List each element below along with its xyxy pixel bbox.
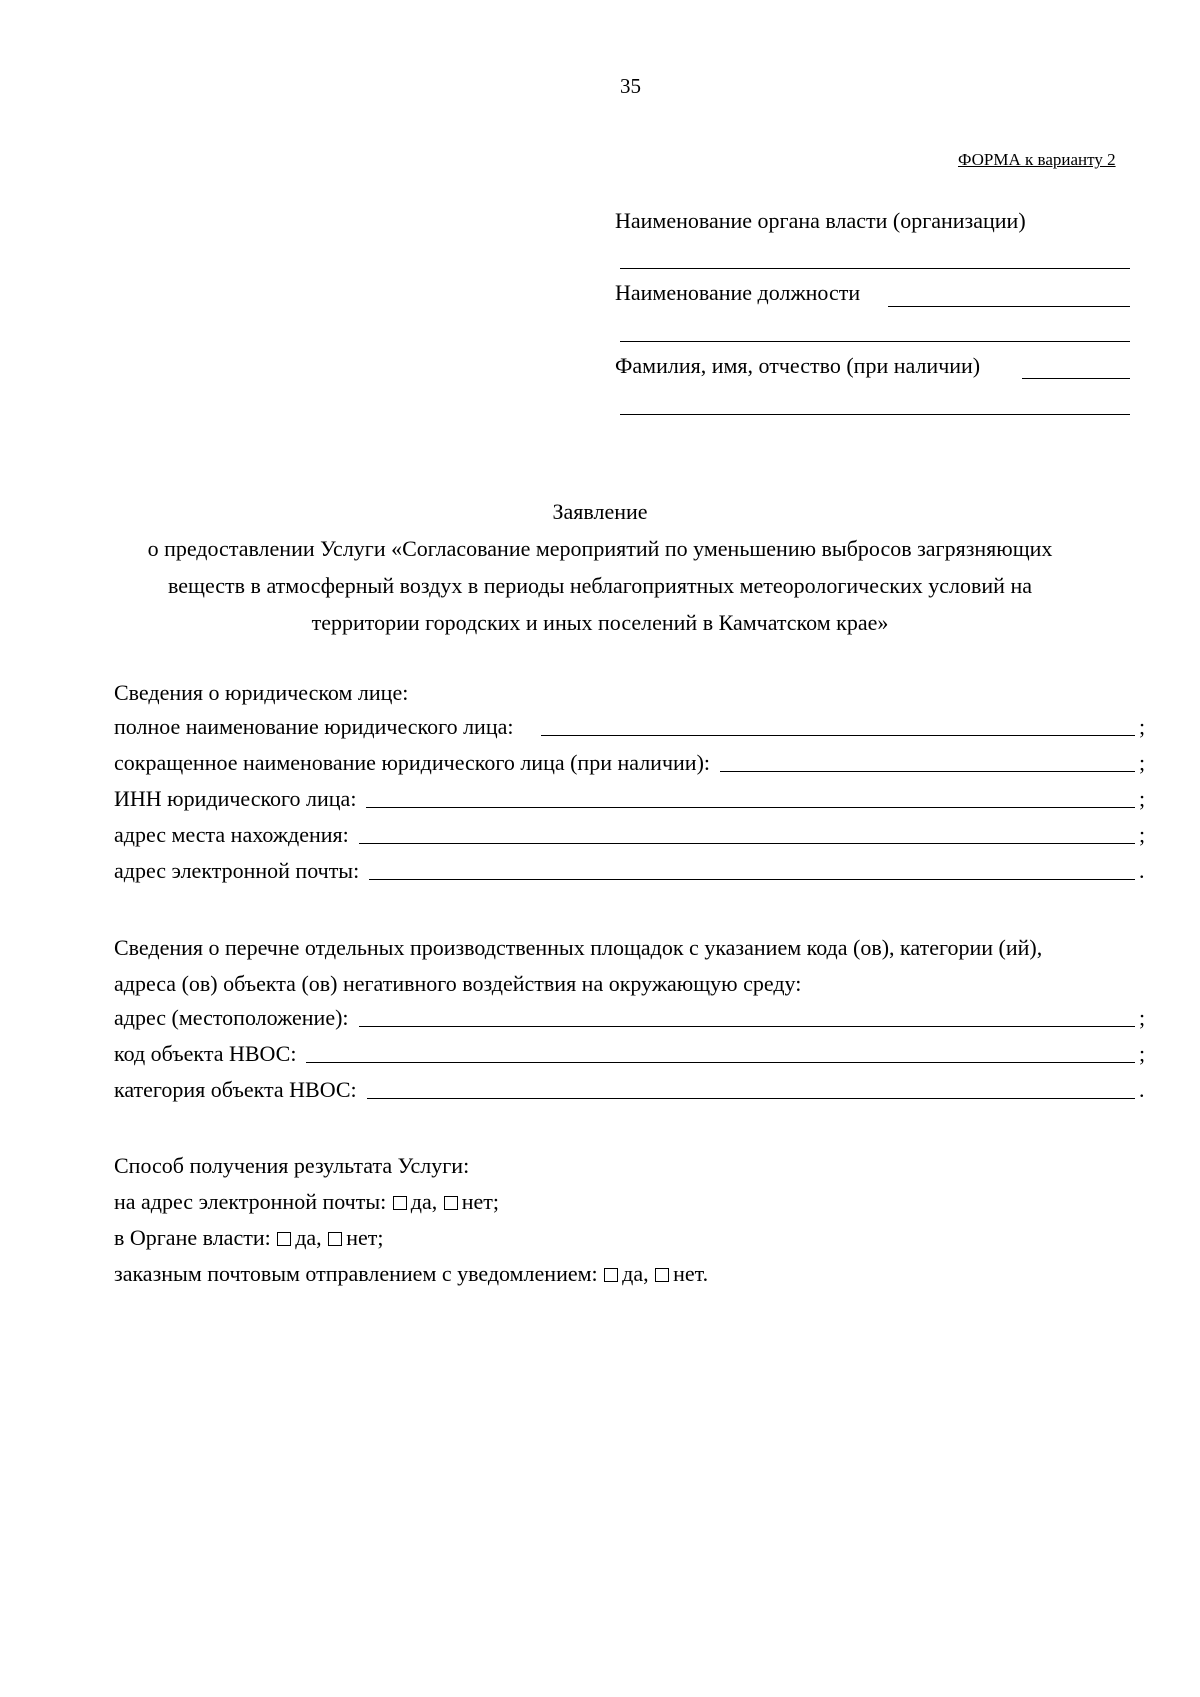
field-full-name (114, 710, 1147, 740)
field-label: ИНН юридического лица: (114, 786, 357, 811)
field-input-line[interactable] (306, 1062, 1135, 1063)
document-heading: Заявление (552, 499, 648, 524)
option-yes-label: да, (295, 1225, 322, 1250)
checkbox-yes[interactable] (393, 1196, 407, 1210)
checkbox-no[interactable] (444, 1196, 458, 1210)
legal-entity-heading: Сведения о юридическом лице: (114, 680, 409, 705)
field-label: адрес места нахождения: (114, 822, 349, 847)
position-inline-line[interactable] (888, 306, 1130, 307)
field-end-mark: . (1139, 858, 1145, 883)
option-no-label: нет; (461, 1189, 499, 1214)
field-email (114, 854, 1147, 884)
checkbox-yes[interactable] (604, 1268, 618, 1282)
field-nvos-category (114, 1073, 1147, 1103)
field-end-mark: ; (1139, 822, 1146, 847)
sites-heading-line-2: адреса (ов) объекта (ов) негативного воздействия на окружающую среду: (114, 971, 802, 996)
checkbox-no[interactable] (655, 1268, 669, 1282)
option-yes-label: да, (410, 1189, 438, 1214)
field-input-line[interactable] (367, 1098, 1135, 1099)
field-label: адрес электронной почты: (114, 858, 360, 883)
delivery-option-email (114, 1189, 499, 1215)
option-no-label: нет. (673, 1261, 709, 1286)
field-input-line[interactable] (366, 807, 1135, 808)
option-label: в Органе власти: (114, 1225, 271, 1250)
option-yes-label: да, (622, 1261, 649, 1286)
title-line-3: территории городских и иных поселений в Камчатском крае» (311, 610, 889, 635)
checkbox-yes[interactable] (277, 1232, 291, 1246)
fullname-inline-line[interactable] (1022, 378, 1130, 379)
field-end-mark: ; (1139, 714, 1146, 739)
delivery-heading: Способ получения результата Услуги: (114, 1153, 470, 1178)
field-short-name (114, 746, 1147, 776)
title-line-2: веществ в атмосферный воздух в периоды неблагоприятных метеорологических условий на (168, 573, 1032, 598)
field-input-line[interactable] (359, 1026, 1135, 1027)
field-address (114, 818, 1147, 848)
field-nvos-code (114, 1037, 1147, 1067)
field-label: категория объекта НВОС: (114, 1077, 357, 1102)
position-line[interactable] (620, 341, 1130, 342)
field-end-mark: ; (1139, 786, 1146, 811)
field-input-line[interactable] (541, 735, 1135, 736)
page-number: 35 (620, 74, 641, 98)
field-end-mark: ; (1139, 1041, 1146, 1066)
delivery-option-authority (114, 1225, 383, 1251)
authority-line[interactable] (620, 268, 1130, 269)
title-line-1: о предоставлении Услуги «Согласование мероприятий по уменьшению выбросов загрязняющих (147, 536, 1053, 561)
field-site-address (114, 1001, 1147, 1031)
sites-heading-line-1: Сведения о перечне отдельных производственных площадок с указанием кода (ов), категории (ий), (114, 935, 1043, 960)
delivery-option-mail (114, 1261, 708, 1287)
field-end-mark: ; (1139, 1005, 1146, 1030)
field-inn (114, 782, 1147, 812)
field-end-mark: . (1139, 1077, 1145, 1102)
fullname-line[interactable] (620, 414, 1130, 415)
position-label: Наименование должности (615, 280, 861, 305)
field-input-line[interactable] (720, 771, 1135, 772)
form-label: ФОРМА к варианту 2 (958, 150, 1116, 169)
option-label: на адрес электронной почты: (114, 1189, 387, 1214)
field-label: полное наименование юридического лица: (114, 714, 514, 739)
field-label: сокращенное наименование юридического лица (при наличии): (114, 750, 711, 775)
option-label: заказным почтовым отправлением с уведомлением: (114, 1261, 598, 1286)
checkbox-no[interactable] (328, 1232, 342, 1246)
authority-label: Наименование органа власти (организации) (615, 208, 1026, 233)
field-input-line[interactable] (359, 843, 1135, 844)
option-no-label: нет; (346, 1225, 384, 1250)
field-label: код объекта НВОС: (114, 1041, 297, 1066)
field-end-mark: ; (1139, 750, 1146, 775)
field-input-line[interactable] (369, 879, 1135, 880)
field-label: адрес (местоположение): (114, 1005, 349, 1030)
fullname-label: Фамилия, имя, отчество (при наличии) (615, 353, 981, 378)
